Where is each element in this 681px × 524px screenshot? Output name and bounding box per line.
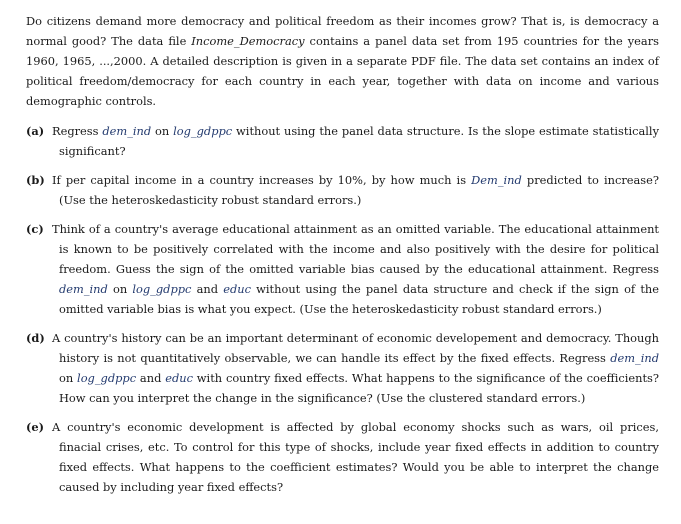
variable-dem-ind: dem_ind (610, 351, 659, 365)
question-text: A country's history can be an important determinant of economic developement and democracy. Though history is not quantitatively observable, we can handle its effect by the fixed effects. Regress (52, 331, 659, 365)
question-text: predicted to increase? (Use the heteroskedasticity robust standard errors.) (59, 173, 660, 207)
variable-dem-ind: Dem_ind (471, 173, 522, 187)
question-text: on (107, 282, 133, 296)
question-a (26, 121, 659, 161)
question-label: (c) (26, 222, 44, 236)
question-text: without using the panel data structure. Is the slope estimate statistically significant? (59, 124, 660, 158)
question-label: (d) (26, 331, 45, 345)
intro-paragraph (26, 11, 659, 111)
question-text: and (191, 282, 224, 296)
question-text: Regress (52, 124, 103, 138)
question-text: without using the panel data structure and check if the sign of the omitted variable bias is what you expect. (Use the heteroskedasticity robust standard errors.) (59, 282, 659, 316)
question-text: Think of a country's average educational attainment as an omitted variable. The educational attainment is known to be positively correlated with the income and also positively with the desire for political freedom. Guess the sign of the omitted variable bias caused by the educational attainment. Regress (52, 222, 659, 276)
question-c (26, 219, 659, 319)
variable-dem-ind: dem_ind (102, 124, 152, 138)
question-text: A country's economic development is affected by global economy shocks such as wars, oil prices, finacial crises, etc. To control for this type of shocks, include year fixed effects in addition to country fixed effects. What happens to the coefficient estimates? Would you be able to interpret the change caused by including year fixed effects? (52, 420, 659, 494)
variable-educ: educ (165, 371, 193, 385)
question-text: on (151, 124, 174, 138)
variable-dem-ind: dem_ind (59, 282, 108, 296)
question-text: and (136, 371, 166, 385)
intro-text-2: contains a panel data set from 195 countries for the years 1960, 1965, ...,2000. A detailed description is given in a separate PDF file. The data set contains an index of political freedom/democracy for each country in each year, together with data on income and various demographic controls. (26, 34, 659, 108)
intro-text-1: Do citizens demand more democracy and political freedom as their incomes grow? That is, is democracy a normal good? The data file (26, 14, 659, 48)
dataset-name: Income_Democracy (191, 34, 305, 48)
question-label: (b) (26, 173, 45, 187)
question-e (26, 417, 659, 497)
variable-log-gdppc: log_gdppc (132, 282, 192, 296)
question-text: with country fixed effects. What happens to the significance of the coefficients? How can you interpret the change in the significance? (Use the clustered standard errors.) (59, 371, 659, 405)
variable-log-gdppc: log_gdppc (77, 371, 137, 385)
variable-educ: educ (223, 282, 251, 296)
question-b (26, 170, 659, 210)
question-label: (a) (26, 124, 45, 138)
question-text: If per capital income in a country increases by 10%, by how much is (52, 173, 472, 187)
question-label: (e) (26, 420, 45, 434)
question-text: on (59, 371, 78, 385)
question-d (26, 328, 659, 408)
variable-log-gdppc: log_gdppc (173, 124, 233, 138)
